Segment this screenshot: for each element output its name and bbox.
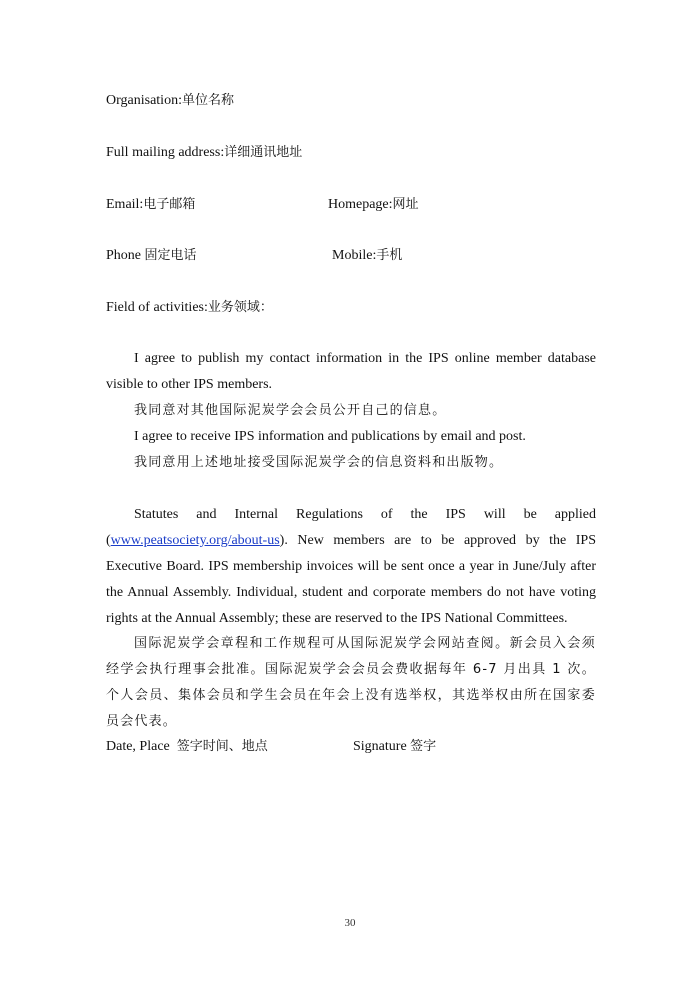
statutes-text-after: ). New members are to be approved by the IPS Executive Board. IPS membership invoices will be sent once a year in June/July after the Annual Assembly. Individual, student and corporate members do not have voting rights at the Annual Assembly; these are reserved to the IPS National Committees. bbox=[106, 533, 596, 626]
statutes-paragraph-en bbox=[106, 502, 596, 632]
consent-publish-en: I agree to publish my contact information in the IPS online member database visible to other IPS members. bbox=[106, 351, 596, 392]
organisation-label-cn: 单位名称 bbox=[181, 93, 234, 108]
consent-receive-en: I agree to receive IPS information and publications by email and post. bbox=[134, 429, 526, 444]
organisation-label: Organisation: bbox=[106, 93, 182, 108]
field-label: Field of activities: bbox=[106, 300, 208, 315]
mobile-label-cn: 手机 bbox=[376, 248, 403, 263]
address-label: Full mailing address: bbox=[106, 145, 225, 160]
homepage-label: Homepage: bbox=[328, 197, 393, 212]
date-place-label-cn: 签字时间、地点 bbox=[176, 739, 268, 754]
date-place-label: Date, Place bbox=[106, 739, 170, 754]
statutes-paragraph-cn: 国际泥炭学会章程和工作规程可从国际泥炭学会网站查阅。新会员入会须经学会执行理事会批准。国际泥炭学会会员会费收据每年 6-7 月出具 1 次。个人会员、集体会员和学生会员在年会上没有选举权，其选举权由所在国家委员会代表。 bbox=[106, 636, 596, 729]
signature-label: Signature bbox=[353, 739, 411, 754]
field-label-cn: 业务领域： bbox=[207, 300, 273, 315]
signature-row bbox=[353, 737, 436, 757]
homepage-label-cn: 网址 bbox=[392, 197, 419, 212]
consent-receive-cn: 我同意用上述地址接受国际泥炭学会的信息资料和出版物。 bbox=[134, 455, 504, 470]
consent-publish-cn: 我同意对其他国际泥炭学会会员公开自己的信息。 bbox=[134, 403, 447, 418]
field-row bbox=[106, 298, 273, 318]
date-place-row bbox=[106, 737, 268, 757]
email-label-cn: 电子邮箱 bbox=[143, 197, 196, 212]
mobile-row bbox=[332, 246, 402, 266]
mobile-label: Mobile: bbox=[332, 248, 377, 263]
email-row bbox=[106, 195, 195, 215]
page-number: 30 bbox=[344, 917, 356, 929]
homepage-row bbox=[328, 195, 419, 215]
signature-label-cn: 签字 bbox=[410, 739, 437, 754]
address-row bbox=[106, 143, 302, 163]
phone-label: Phone bbox=[106, 248, 145, 263]
email-label: Email: bbox=[106, 197, 144, 212]
organisation-row bbox=[106, 91, 234, 111]
peatsociety-link[interactable]: www.peatsociety.org/about-us bbox=[110, 533, 280, 548]
phone-row bbox=[106, 246, 197, 266]
statutes-text-before: Statutes and Internal Regulations of the IPS will be applied ( bbox=[106, 507, 596, 548]
phone-label-cn: 固定电话 bbox=[144, 248, 197, 263]
address-label-cn: 详细通讯地址 bbox=[224, 145, 303, 160]
